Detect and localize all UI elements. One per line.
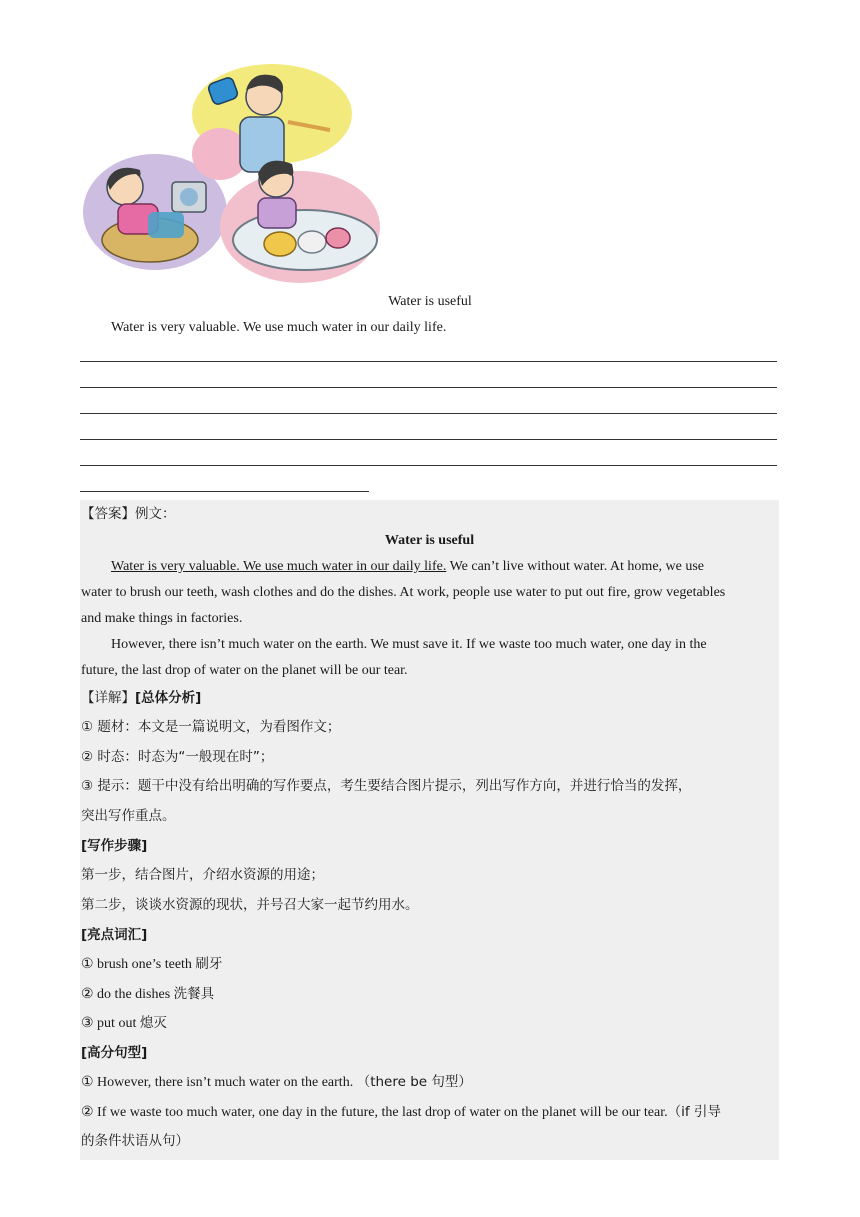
sentence-heading: [高分句型]: [81, 1045, 148, 1061]
writing-line: [80, 439, 777, 440]
essay-paragraph-2-line-2: future, the last drop of water on the planet will be our tear.: [81, 663, 408, 678]
essay-paragraph-2-line-1: However, there isn’t much water on the earth. We must save it. If we waste too much water, one day in the: [111, 637, 707, 652]
vocab-zh: 刷牙: [195, 956, 223, 972]
vocab-en: ② do the dishes: [81, 987, 174, 1002]
prompt-first-line: Water is very valuable. We use much water in our daily life.: [111, 320, 447, 335]
vocab-en: ① brush one’s teeth: [81, 957, 196, 972]
essay-title: Water is useful: [384, 533, 475, 548]
vocab-en: ③ put out: [81, 1016, 140, 1031]
sentence-en: ① However, there isn’t much water on the earth.: [81, 1075, 357, 1090]
analysis-item-1: ① 题材：本文是一篇说明文，为看图作文；: [81, 719, 341, 735]
essay-text: We can’t live without water. At home, we use: [446, 559, 705, 574]
essay-paragraph-1-line-3: and make things in factories.: [81, 611, 243, 626]
sentence-en: ② If we waste too much water, one day in the future, the last drop of water on the planet will be our tear.: [81, 1105, 668, 1120]
analysis-item-3-line-2: 突出写作重点。: [81, 808, 176, 824]
analysis-label: 【详解】: [81, 690, 135, 706]
water-use-illustration: [80, 62, 385, 284]
prompt-title: Water is useful: [388, 294, 472, 309]
step-2: 第二步，谈谈水资源的现状，并号召大家一起节约用水。: [81, 897, 419, 913]
overall-heading: [总体分析]: [135, 690, 202, 706]
vocab-item-1: [81, 954, 222, 975]
vocab-zh: 洗餐具: [173, 986, 215, 1002]
essay-paragraph-1-line-2: water to brush our teeth, wash clothes and do the dishes. At work, people use water to put out fire, grow vegetables: [81, 585, 726, 600]
writing-line: [80, 465, 777, 466]
writing-line: [80, 387, 777, 388]
writing-line: [80, 361, 777, 362]
analysis-item-2: ② 时态：时态为“一般现在时”；: [81, 749, 274, 765]
underlined-given-sentence: Water is very valuable. We use much water in our daily life.: [111, 559, 447, 574]
steps-heading: [写作步骤]: [81, 838, 148, 854]
writing-line: [80, 413, 777, 414]
vocab-zh: 熄灭: [139, 1015, 167, 1031]
vocab-heading: [亮点词汇]: [81, 927, 148, 943]
sentence-zh: （there be 句型）: [356, 1074, 472, 1090]
sentence-item-2: [81, 1102, 721, 1123]
analysis-header: [81, 688, 201, 709]
writing-line: [80, 491, 369, 492]
essay-paragraph-1-line-1: [111, 557, 704, 577]
answer-label: 【答案】例文：: [81, 506, 176, 522]
vocab-item-3: [81, 1013, 167, 1034]
sentence-item-2-line-2: 的条件状语从句）: [81, 1133, 189, 1149]
sentence-item-1: [81, 1072, 472, 1093]
step-1: 第一步，结合图片，介绍水资源的用途；: [81, 867, 324, 883]
analysis-item-3-line-1: ③ 提示：题干中没有给出明确的写作要点，考生要结合图片提示，列出写作方向，并进行恰当的发挥，: [81, 778, 692, 794]
vocab-item-2: [81, 984, 214, 1005]
sentence-zh: （if 引导: [667, 1104, 721, 1120]
